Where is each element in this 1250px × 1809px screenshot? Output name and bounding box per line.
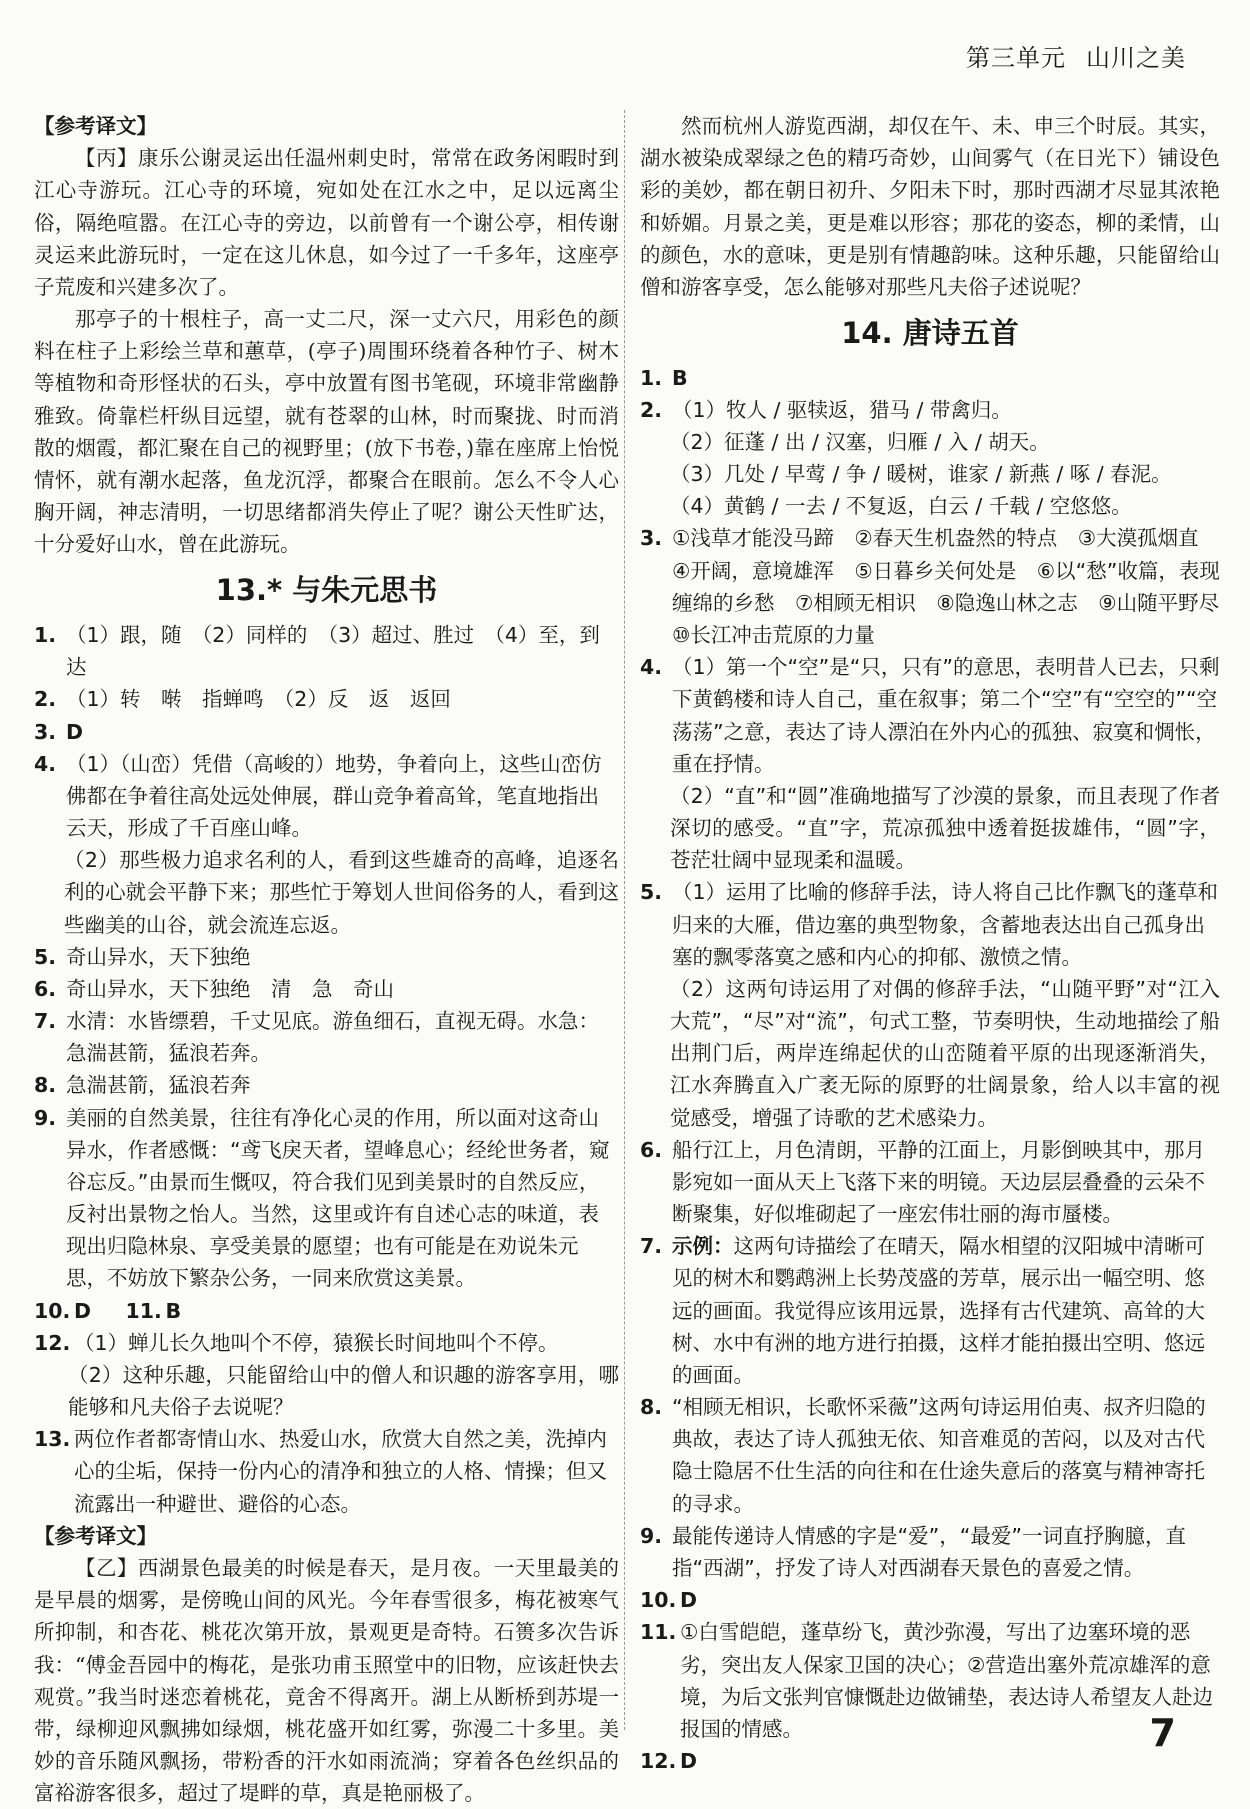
answer-number: 11. [125, 1298, 162, 1323]
answer-number: 7. [34, 1009, 57, 1034]
answer-item [640, 1391, 1220, 1520]
column-divider [624, 110, 625, 1730]
answer-item [640, 522, 1240, 651]
answer-number: 12. [34, 1330, 71, 1355]
answer-item [34, 1005, 619, 1069]
answer-number: 2. [34, 687, 57, 712]
answer-text: （1）运用了比喻的修辞手法，诗人将自己比作飘飞的蓬草和归来的大雁，借边塞的典型物象，含蓄地表达出自己孤身出塞的飘零落寞之感和内心的抑郁、激愤之情。 [672, 880, 1219, 969]
paragraph: 然而杭州人游览西湖，却仅在午、未、申三个时辰。其实，湖水被染成翠绿之色的精巧奇妙，山间雾气（在日光下）铺设色彩的美妙，都在朝日初升、夕阳未下时，那时西湖才尽显其浓艳和娇媚。月景之美，更是难以形容；那花的姿态，柳的柔情，山的颜色，水的意味，更是别有情趣韵味。这种乐趣，只能留给山僧和游客享受，怎么能够对那些凡夫俗子述说呢？ [640, 114, 1220, 299]
answer-text: 急湍甚箭，猛浪若奔 [66, 1073, 251, 1098]
answer-text: D [680, 1749, 698, 1774]
answer-number: 10. [640, 1588, 677, 1613]
answer-item [640, 651, 1220, 780]
answer-text: （1）转 啭 指蝉鸣 （2）反 返 返回 [66, 687, 451, 712]
answer-number: 8. [640, 1395, 663, 1420]
translation-bing [34, 142, 619, 560]
answer-item [640, 1230, 1220, 1391]
left-column [34, 110, 619, 1806]
answer-text: 最能传递诗人情感的字是“爱”，“最爱”一词直抒胸臆，直指“西湖”，抒发了诗人对西湖春天景色的喜爱之情。 [672, 1523, 1186, 1580]
answer-item [34, 1295, 619, 1327]
answer-subpart: （2）征蓬 / 出 / 汉塞，归雁 / 入 / 胡天。 [670, 429, 1050, 454]
lesson-title-13: 13.* 与朱元思书 [215, 573, 438, 608]
answer-subpart: （2）这种乐趣，只能留给山中的僧人和识趣的游客享用，哪能够和凡夫俗子去说呢？ [68, 1362, 619, 1420]
answer-item [640, 394, 1220, 426]
answer-number: 10. [34, 1298, 71, 1323]
answer-number: 5. [640, 880, 663, 905]
answer-number: 12. [640, 1749, 677, 1774]
answer-item [34, 683, 619, 715]
answer-number: 5. [34, 944, 57, 969]
answer-item [640, 1584, 1220, 1616]
answer-text: （1）蝉儿长久地叫个不停，猿猴长时间地叫个不停。 [74, 1330, 559, 1355]
unit-label: 第三单元 [966, 44, 1066, 72]
answer-number: 1. [34, 623, 57, 647]
paragraph: 【乙】西湖景色最美的时候是春天，是月夜。一天里最美的是早晨的烟雾，是傍晚山间的风光。今年春雪很多，梅花被寒气所抑制，和杏花、桃花次第开放，景观更是奇特。石篑多次告诉我：“傅金吾园中的梅花，是张功甫玉照堂中的旧物，应该赶快去观赏。”我当时迷恋着桃花，竟舍不得离开。湖上从断桥到苏堤一带，绿柳迎风飘拂如绿烟，桃花盛开如红雾，弥漫二十多里。美妙的音乐随风飘扬，带粉香的汗水如雨流淌；穿着各色丝织品的富裕游客很多，超过了堤畔的草，真是艳丽极了。 [34, 1555, 619, 1806]
page-header [966, 38, 1186, 73]
answer-item [640, 1616, 1220, 1745]
answer-subpart: （2）“直”和“圆”准确地描写了沙漠的景象，而且表现了作者深切的感受。“直”字，荒凉孤独中透着挺拔雄伟，“圆”字，苍茫壮阔中显现柔和温暖。 [670, 783, 1220, 873]
answer-item [34, 1327, 619, 1359]
answer-text: ①白雪皑皑，蓬草纷飞，黄沙弥漫，写出了边塞环境的恶劣，突出友人保家卫国的决心；②营造出塞外荒凉雄浑的意境，为后文张判官慷慨赴边做铺垫，表达诗人希望友人赴边报国的情感。 [680, 1620, 1213, 1741]
translation-yi [34, 1552, 619, 1809]
answer-text: B [165, 1298, 182, 1323]
answer-item [640, 362, 1220, 394]
answer-subpart: （2）这两句诗运用了对偶的修辞手法，“山随平野”对“江入大荒”，“尽”对“流”，句式工整，节奏明快，生动地描绘了船出荆门后，两岸连绵起伏的山峦随着平原的出现逐渐消失，江水奔腾直入广袤无际的原野的壮阔景象，给人以丰富的视觉感受，增强了诗歌的艺术感染力。 [670, 976, 1220, 1130]
answer-text: 奇山异水，天下独绝 [66, 944, 251, 969]
answer-item [640, 1134, 1220, 1231]
answer-item [34, 748, 619, 845]
answer-text: 水清：水皆缥碧，千丈见底。游鱼细石，直视无碍。水急：急湍甚箭，猛浪若奔。 [66, 1009, 599, 1066]
answer-item [34, 619, 619, 683]
answer-text: 美丽的自然美景，往往有净化心灵的作用，所以面对这奇山异水，作者感慨：“鸢飞戾天者，望峰息心；经纶世务者，窥谷忘反。”由景而生慨叹，符合我们见到美景时的自然反应，反衬出景物之怡人。当然，这里或许有自述心志的味道，表现出归隐林泉、享受美景的愿望；也有可能是在劝说朱元思，不妨放下繁杂公务，一同来欣赏这美景。 [66, 1105, 610, 1291]
answer-item [640, 876, 1220, 973]
example-lead: 示例： [672, 1234, 734, 1259]
answer-subpart: （2）那些极力追求名利的人，看到这些雄奇的高峰，追逐名利的心就会平静下来；那些忙于筹划人世间俗务的人，看到这些幽美的山谷，就会流连忘返。 [64, 848, 619, 937]
answer-item [640, 1745, 1220, 1777]
page-number: 7 [1149, 1711, 1176, 1755]
answer-item [34, 1423, 619, 1520]
answer-number: 4. [640, 655, 663, 680]
answer-text: 奇山异水，天下独绝 清 急 奇山 [66, 976, 394, 1001]
answer-number: 9. [34, 1105, 57, 1130]
answer-subpart: （4）黄鹤 / 一去 / 不复返，白云 / 千载 / 空悠悠。 [670, 494, 1132, 519]
answer-text: D [66, 719, 84, 744]
answer-text: 这两句诗描绘了在晴天，隔水相望的汉阳城中清晰可见的树木和鹦鹉洲上长势茂盛的芳草，展示出一幅空明、悠远的画面。我觉得应该用远景，选择有古代建筑、高耸的大树、水中有洲的地方进行拍摄，这样才能拍摄出空明、悠远的画面。 [672, 1234, 1205, 1387]
answer-text: 船行江上，月色清朗，平静的江面上，月影倒映其中，那月影宛如一面从天上飞落下来的明镜。天边层层叠叠的云朵不断聚集，好似堆砌起了一座宏伟壮丽的海市蜃楼。 [672, 1137, 1205, 1227]
answer-text: D [74, 1298, 112, 1323]
answer-subpart: （3）几处 / 早莺 / 争 / 暖树，谁家 / 新燕 / 啄 / 春泥。 [670, 462, 1172, 487]
reference-translation-label: 【参考译文】 [34, 1523, 157, 1548]
answer-item [34, 1102, 619, 1295]
answer-number: 8. [34, 1073, 57, 1098]
answer-text: （1）（山峦）凭借（高峻的）地势，争着向上，这些山峦仿佛都在争着往高处远处伸展，群山竞争着高耸，笔直地指出云天，形成了千百座山峰。 [66, 751, 602, 841]
answer-text: D [680, 1588, 698, 1613]
answer-text: ①浅草才能没马蹄 ②春天生机盎然的特点 ③大漠孤烟直 ④开阔，意境雄浑 ⑤日暮乡关何处是 ⑥以“愁”收篇，表现缠绵的乡愁 ⑦相顾无相识 ⑧隐逸山林之志 ⑨山随平野尽 ⑩长江冲击荒原的力量 [672, 526, 1240, 647]
answer-number: 11. [640, 1620, 677, 1645]
answer-text: 两位作者都寄情山水、热爱山水，欣赏大自然之美，洗掉内心的尘垢，保持一份内心的清净和独立的人格、情操；但又流露出一种避世、避俗的心态。 [74, 1427, 607, 1516]
answer-item [34, 1069, 619, 1101]
unit-theme: 山川之美 [1086, 44, 1186, 72]
answer-text: （1）跟，随 （2）同样的 （3）超过、胜过 （4）至，到达 [66, 623, 600, 680]
paragraph: 那亭子的十根柱子，高一丈二尺，深一丈六尺，用彩色的颜料在柱子上彩绘兰草和蕙草，(亭子)周围环绕着各种竹子、树木等植物和奇形怪状的石头，亭中放置有图书笔砚，环境非常幽静雅致。倚靠栏杆纵目远望，就有苍翠的山林，时而聚拢、时而消散的烟霞，都汇聚在自己的视野里；(放下书卷，)靠在座席上怡悦情怀，就有潮水起落，鱼龙沉浮，都聚合在眼前。怎么不令人心胸开阔，神志清明，一切思绪都消失停止了呢？谢公天性旷达，十分爱好山水，曾在此游玩。 [34, 307, 619, 557]
answer-number: 7. [640, 1234, 663, 1259]
lesson-title-14: 14. 唐诗五首 [841, 316, 1019, 351]
answer-item [34, 973, 619, 1005]
answer-text: “相顾无相识，长歌怀采薇”这两句诗运用伯夷、叔齐归隐的典故，表达了诗人孤独无依、知音难觅的苦闷，以及对古代隐士隐居不仕生活的向往和在仕途失意后的落寞与精神寄托的寻求。 [672, 1395, 1206, 1516]
answer-number: 6. [34, 976, 57, 1001]
answer-number: 6. [640, 1137, 663, 1162]
answer-item [34, 716, 619, 748]
answer-item [640, 1520, 1220, 1584]
right-column [640, 110, 1240, 1774]
answer-number: 1. [640, 365, 663, 390]
answer-text: （1）第一个“空”是“只，只有”的意思，表明昔人已去，只剩下黄鹤楼和诗人自己，重在叙事；第二个“空”有“空空的”“空荡荡”之意，表达了诗人漂泊在外内心的孤独、寂寞和惆怅，重在抒情。 [672, 655, 1220, 776]
answer-text: B [672, 365, 688, 390]
answer-number: 3. [34, 719, 57, 744]
answer-number: 9. [640, 1523, 663, 1548]
answer-number: 4. [34, 751, 57, 776]
answer-number: 13. [34, 1427, 71, 1452]
answer-number: 2. [640, 397, 663, 422]
reference-translation-label: 【参考译文】 [34, 114, 157, 138]
translation-yi-continued [640, 110, 1220, 303]
answer-number: 3. [640, 526, 663, 551]
answer-text: （1）牧人 / 驱犊返，猎马 / 带禽归。 [672, 397, 1012, 422]
paragraph: 【丙】康乐公谢灵运出任温州刺史时，常常在政务闲暇时到江心寺游玩。江心寺的环境，宛如处在江水之中，足以远离尘俗，隔绝喧嚣。在江心寺的旁边，以前曾有一个谢公亭，相传谢灵运来此游玩时，一定在这儿休息，如今过了一千多年，这座亭子荒废和兴建多次了。 [34, 146, 619, 299]
answer-item [34, 941, 619, 973]
